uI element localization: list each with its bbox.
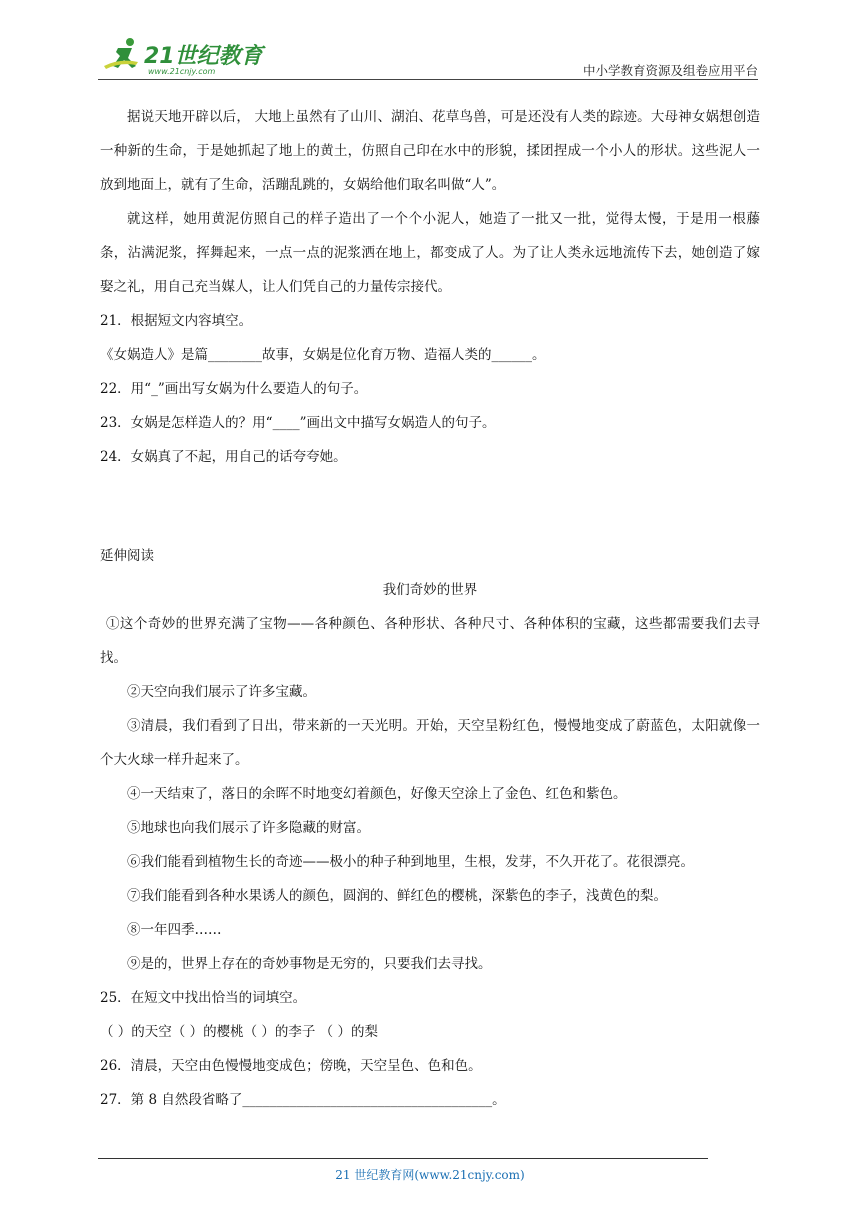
site-logo — [98, 36, 268, 76]
question-21-fill: 《女娲造人》是篇________故事，女娲是位化育万物、造福人类的______。 — [100, 347, 546, 363]
question-21: 21．根据短文内容填空。 — [100, 313, 253, 329]
question-22: 22．用“_”画出写女娲为什么要造人的句子。 — [100, 381, 368, 397]
question-26: 26．清晨，天空由色慢慢地变成色；傍晚，天空呈色、色和色。 — [100, 1058, 482, 1074]
platform-name: 中小学教育资源及组卷应用平台 — [582, 63, 758, 78]
document-body — [100, 100, 760, 1117]
passage2-paragraph-6: ⑥我们能看到植物生长的奇迹——极小的种子种到地里，生根，发芽，不久开花了。花很漂亮。 — [127, 854, 694, 870]
passage2-paragraph-4: ④一天结束了，落日的余晖不时地变幻着颜色，好像天空涂上了金色、红色和紫色。 — [127, 786, 627, 802]
passage2-paragraph-2: ②天空向我们展示了许多宝藏。 — [127, 684, 316, 700]
footer-link[interactable]: 21 世纪教育网(www.21cnjy.com) — [335, 1168, 525, 1182]
question-24: 24．女娲真了不起，用自己的话夸夸她。 — [100, 449, 347, 465]
section-label: 延伸阅读 — [100, 548, 154, 564]
passage2-title: 我们奇妙的世界 — [382, 582, 478, 598]
passage2-paragraph-8: ⑧一年四季…… — [127, 922, 222, 938]
passage1-paragraph-2: 就这样，她用黄泥仿照自己的样子造出了一个个小泥人，她造了一批又一批，觉得太慢，于是用一根藤条，沾满泥浆，挥舞起来，一点一点的泥浆洒在地上，都变成了人。为了让人类永远地流传下去，她创造了嫁娶之礼，用自己充当媒人，让人们凭自己的力量传宗接代。 — [100, 211, 760, 295]
footer-divider — [98, 1158, 708, 1159]
question-25: 25．在短文中找出恰当的词填空。 — [100, 990, 307, 1006]
passage2-paragraph-5: ⑤地球也向我们展示了许多隐藏的财富。 — [127, 820, 370, 836]
page-header — [98, 34, 758, 80]
passage2-paragraph-7: ⑦我们能看到各种水果诱人的颜色，圆润的、鲜红色的樱桃，深紫色的李子，浅黄色的梨。 — [127, 888, 667, 904]
question-27: 27．第 8 自然段省略了_____________________________________。 — [100, 1092, 506, 1108]
svg-text:www.21cnjy.com: www.21cnjy.com — [148, 67, 216, 76]
passage2-paragraph-9: ⑨是的，世界上存在的奇妙事物是无穷的，只要我们去寻找。 — [127, 956, 492, 972]
runner-logo-icon — [98, 36, 268, 76]
question-25-fill: （ ）的天空（ ）的樱桃（ ）的李子 （ ）的梨 — [100, 1024, 378, 1040]
passage2-paragraph-3: ③清晨，我们看到了日出，带来新的一天光明。开始，天空呈粉红色，慢慢地变成了蔚蓝色，太阳就像一个大火球一样升起来了。 — [100, 718, 760, 768]
passage1-paragraph-1: 据说天地开辟以后， 大地上虽然有了山川、湖泊、花草鸟兽，可是还没有人类的踪迹。大母神女娲想创造一种新的生命，于是她抓起了地上的黄土，仿照自己印在水中的形貌，揉团捏成一个小人的形状。这些泥人一放到地面上，就有了生命，活蹦乱跳的，女娲给他们取名叫做“人”。 — [100, 109, 760, 193]
question-23: 23．女娲是怎样造人的？用“____”画出文中描写女娲造人的句子。 — [100, 415, 496, 431]
passage2-paragraph-1: ①这个奇妙的世界充满了宝物——各种颜色、各种形状、各种尺寸、各种体积的宝藏，这些都需要我们去寻找。 — [100, 616, 760, 666]
svg-text:21世纪教育: 21世纪教育 — [144, 44, 263, 69]
header-divider — [98, 79, 758, 80]
